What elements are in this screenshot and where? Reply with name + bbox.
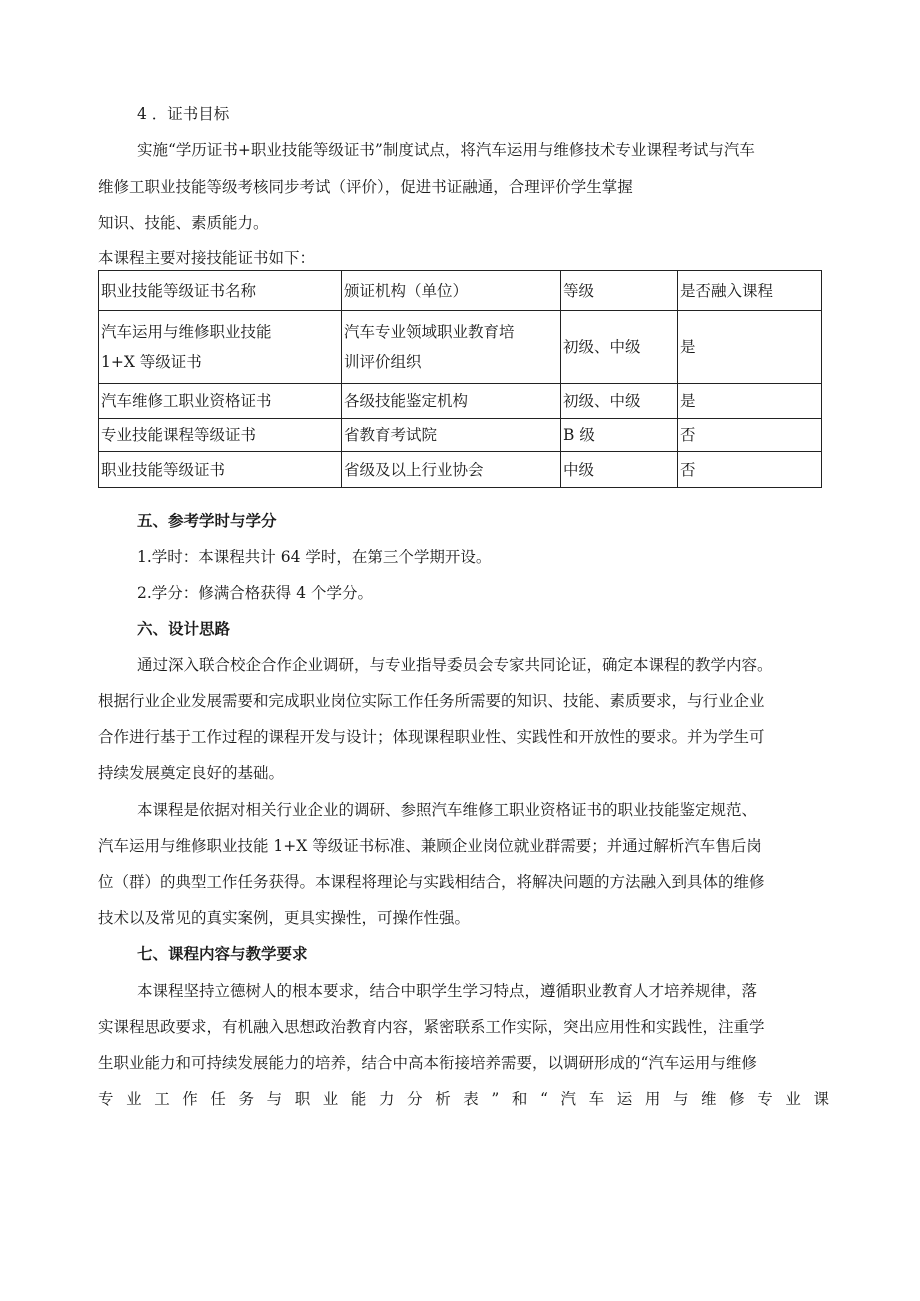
- paragraph-line: 本课程坚持立德树人的根本要求，结合中职学生学习特点，遵循职业教育人才培养规律，落: [137, 982, 758, 1000]
- table-row: [99, 311, 822, 384]
- table-cell-org: 各级技能鉴定机构: [342, 384, 561, 419]
- cell-line: 1+X 等级证书: [101, 353, 202, 371]
- table-cell-level: 中级: [561, 452, 678, 488]
- paragraph-line: 持续发展奠定良好的基础。: [98, 764, 285, 782]
- paragraph-line: 技术以及常见的真实案例，更具实操性，可操作性强。: [98, 909, 471, 927]
- cell-line: 汽车专业领域职业教育培: [344, 323, 515, 341]
- table-intro: 本课程主要对接技能证书如下：: [98, 249, 316, 267]
- paragraph-line: 实施“学历证书+职业技能等级证书”制度试点，将汽车运用与维修技术专业课程考试与汽车: [137, 141, 755, 159]
- certificate-table: [98, 270, 822, 488]
- table-header-row: [99, 271, 822, 311]
- table-cell-included: 是: [678, 384, 822, 419]
- table-cell-org: 省级及以上行业协会: [342, 452, 561, 488]
- table-cell-name: [99, 311, 342, 384]
- cell-line: 汽车运用与维修职业技能: [101, 323, 272, 341]
- table-row: [99, 384, 822, 419]
- paragraph-line: 2.学分：修满合格获得 4 个学分。: [137, 584, 374, 602]
- table-cell-included: 否: [678, 419, 822, 452]
- paragraph-line: 知识、技能、素质能力。: [98, 214, 269, 232]
- table-cell-name: 专业技能课程等级证书: [99, 419, 342, 452]
- section-6-title: 六、设计思路: [137, 620, 231, 638]
- paragraph-line: 合作进行基于工作过程的课程开发与设计；体现课程职业性、实践性和开放性的要求。并为学生可: [98, 728, 765, 746]
- section-4-title: 4 ．证书目标: [137, 105, 230, 123]
- table-cell-org: 省教育考试院: [342, 419, 561, 452]
- cell-line: 训评价组织: [344, 353, 422, 371]
- table-cell-included: 是: [678, 311, 822, 384]
- table-cell-name: 职业技能等级证书: [99, 452, 342, 488]
- table-header-cell: 颁证机构（单位）: [342, 271, 561, 311]
- table-header-cell: 职业技能等级证书名称: [99, 271, 342, 311]
- table-cell-level: B 级: [561, 419, 678, 452]
- table-row: [99, 419, 822, 452]
- paragraph-line: 通过深入联合校企合作企业调研，与专业指导委员会专家共同论证，确定本课程的教学内容。: [137, 656, 773, 674]
- table-header-cell: 是否融入课程: [678, 271, 822, 311]
- paragraph-line: 生职业能力和可持续发展能力的培养，结合中高本衔接培养需要，以调研形成的“汽车运用与维修: [98, 1054, 757, 1072]
- table-cell-name: 汽车维修工职业资格证书: [99, 384, 342, 419]
- paragraph-line: 本课程是依据对相关行业企业的调研、参照汽车维修工职业资格证书的职业技能鉴定规范、: [137, 801, 758, 819]
- paragraph-line: 维修工职业技能等级考核同步考试（评价），促进书证融通，合理评价学生掌握: [98, 178, 633, 196]
- table-cell-level: 初级、中级: [561, 384, 678, 419]
- table-header-cell: 等级: [561, 271, 678, 311]
- table-cell-org: [342, 311, 561, 384]
- table-row: [99, 452, 822, 488]
- paragraph-line: 位（群）的典型工作任务获得。本课程将理论与实践相结合，将解决问题的方法融入到具体的维修: [98, 873, 765, 891]
- section-7-title: 七、课程内容与教学要求: [137, 945, 308, 963]
- paragraph-line: 专业工作任务与职业能力分析表”和“汽车运用与维修专业课: [98, 1090, 842, 1108]
- paragraph-line: 实课程思政要求，有机融入思想政治教育内容，紧密联系工作实际，突出应用性和实践性，注重学: [98, 1018, 765, 1036]
- paragraph-line: 根据行业企业发展需要和完成职业岗位实际工作任务所需要的知识、技能、素质要求，与行业企业: [98, 692, 765, 710]
- section-5-title: 五、参考学时与学分: [137, 512, 277, 530]
- paragraph-line: 汽车运用与维修职业技能 1+X 等级证书标准、兼顾企业岗位就业群需要；并通过解析汽车售后岗: [98, 837, 762, 855]
- paragraph-line: 1.学时：本课程共计 64 学时，在第三个学期开设。: [137, 548, 492, 566]
- table-cell-included: 否: [678, 452, 822, 488]
- table-cell-level: 初级、中级: [561, 311, 678, 384]
